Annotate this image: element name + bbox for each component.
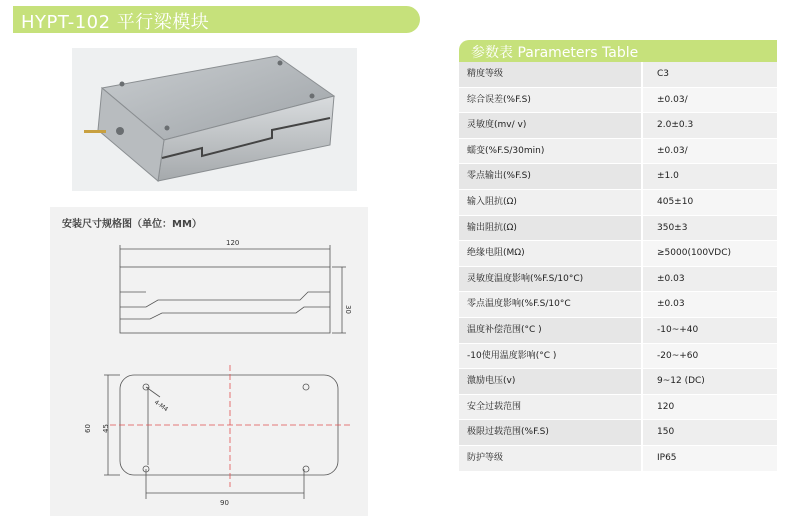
table-row	[459, 241, 777, 267]
param-value: IP65	[643, 446, 777, 471]
param-value: ±0.03/	[643, 88, 777, 113]
table-row	[459, 344, 777, 370]
param-value: ±0.03	[643, 267, 777, 292]
param-name: 综合误差(%F.S)	[459, 88, 643, 113]
param-name: 输入阻抗(Ω)	[459, 190, 643, 215]
param-name: 温度补偿范围(°C )	[459, 318, 643, 343]
param-name: -10使用温度影响(°C )	[459, 344, 643, 369]
dim-height-label: 30	[344, 305, 352, 314]
table-row	[459, 446, 777, 472]
param-value: ±0.03/	[643, 139, 777, 164]
table-row	[459, 395, 777, 421]
table-row	[459, 190, 777, 216]
param-value: -20~+60	[643, 344, 777, 369]
table-row	[459, 216, 777, 242]
dim-outer-h-label: 60	[84, 424, 92, 433]
param-name: 激励电压(v)	[459, 369, 643, 394]
parameters-table-header	[459, 40, 777, 62]
param-value: 405±10	[643, 190, 777, 215]
title-bar	[13, 6, 420, 33]
param-value: ±1.0	[643, 164, 777, 189]
param-name: 绝缘电阻(MΩ)	[459, 241, 643, 266]
param-value: 150	[643, 420, 777, 445]
table-row	[459, 267, 777, 293]
param-name: 精度等级	[459, 62, 643, 87]
param-name: 灵敏度温度影响(%F.S/10°C)	[459, 267, 643, 292]
table-row	[459, 369, 777, 395]
dim-hole-label: 4-M4	[152, 398, 170, 414]
table-row	[459, 113, 777, 139]
param-name: 灵敏度(mv/ v)	[459, 113, 643, 138]
dim-inner-h-label: 45	[102, 424, 110, 433]
param-value: C3	[643, 62, 777, 87]
drawing-title: 安装尺寸规格图（单位：MM）	[62, 219, 202, 230]
param-value: 350±3	[643, 216, 777, 241]
param-value: 9~12 (DC)	[643, 369, 777, 394]
product-photo	[72, 48, 357, 191]
param-name: 安全过载范围	[459, 395, 643, 420]
page-title: HYPT-102 平行梁模块	[21, 12, 210, 33]
param-name: 极限过载范围(%F.S)	[459, 420, 643, 445]
table-row	[459, 292, 777, 318]
parameters-table	[459, 40, 777, 472]
param-name: 零点温度影响(%F.S/10°C	[459, 292, 643, 317]
table-row	[459, 62, 777, 88]
installation-drawing	[50, 207, 368, 516]
dimension-drawing	[50, 207, 368, 516]
param-value: 2.0±0.3	[643, 113, 777, 138]
param-name: 防护等级	[459, 446, 643, 471]
param-value: ±0.03	[643, 292, 777, 317]
dim-span-label: 90	[220, 499, 229, 507]
param-name: 蠕变(%F.S/30min)	[459, 139, 643, 164]
param-name: 零点输出(%F.S)	[459, 164, 643, 189]
param-value: ≥5000(100VDC)	[643, 241, 777, 266]
parameters-table-title: 参数表 Parameters Table	[471, 45, 639, 61]
table-row	[459, 88, 777, 114]
parameters-table-body	[459, 62, 777, 472]
table-row	[459, 139, 777, 165]
param-name: 输出阻抗(Ω)	[459, 216, 643, 241]
table-row	[459, 318, 777, 344]
dim-length-label: 120	[226, 239, 240, 247]
param-value: 120	[643, 395, 777, 420]
table-row	[459, 420, 777, 446]
param-value: -10~+40	[643, 318, 777, 343]
load-cell-image	[72, 48, 357, 191]
table-row	[459, 164, 777, 190]
